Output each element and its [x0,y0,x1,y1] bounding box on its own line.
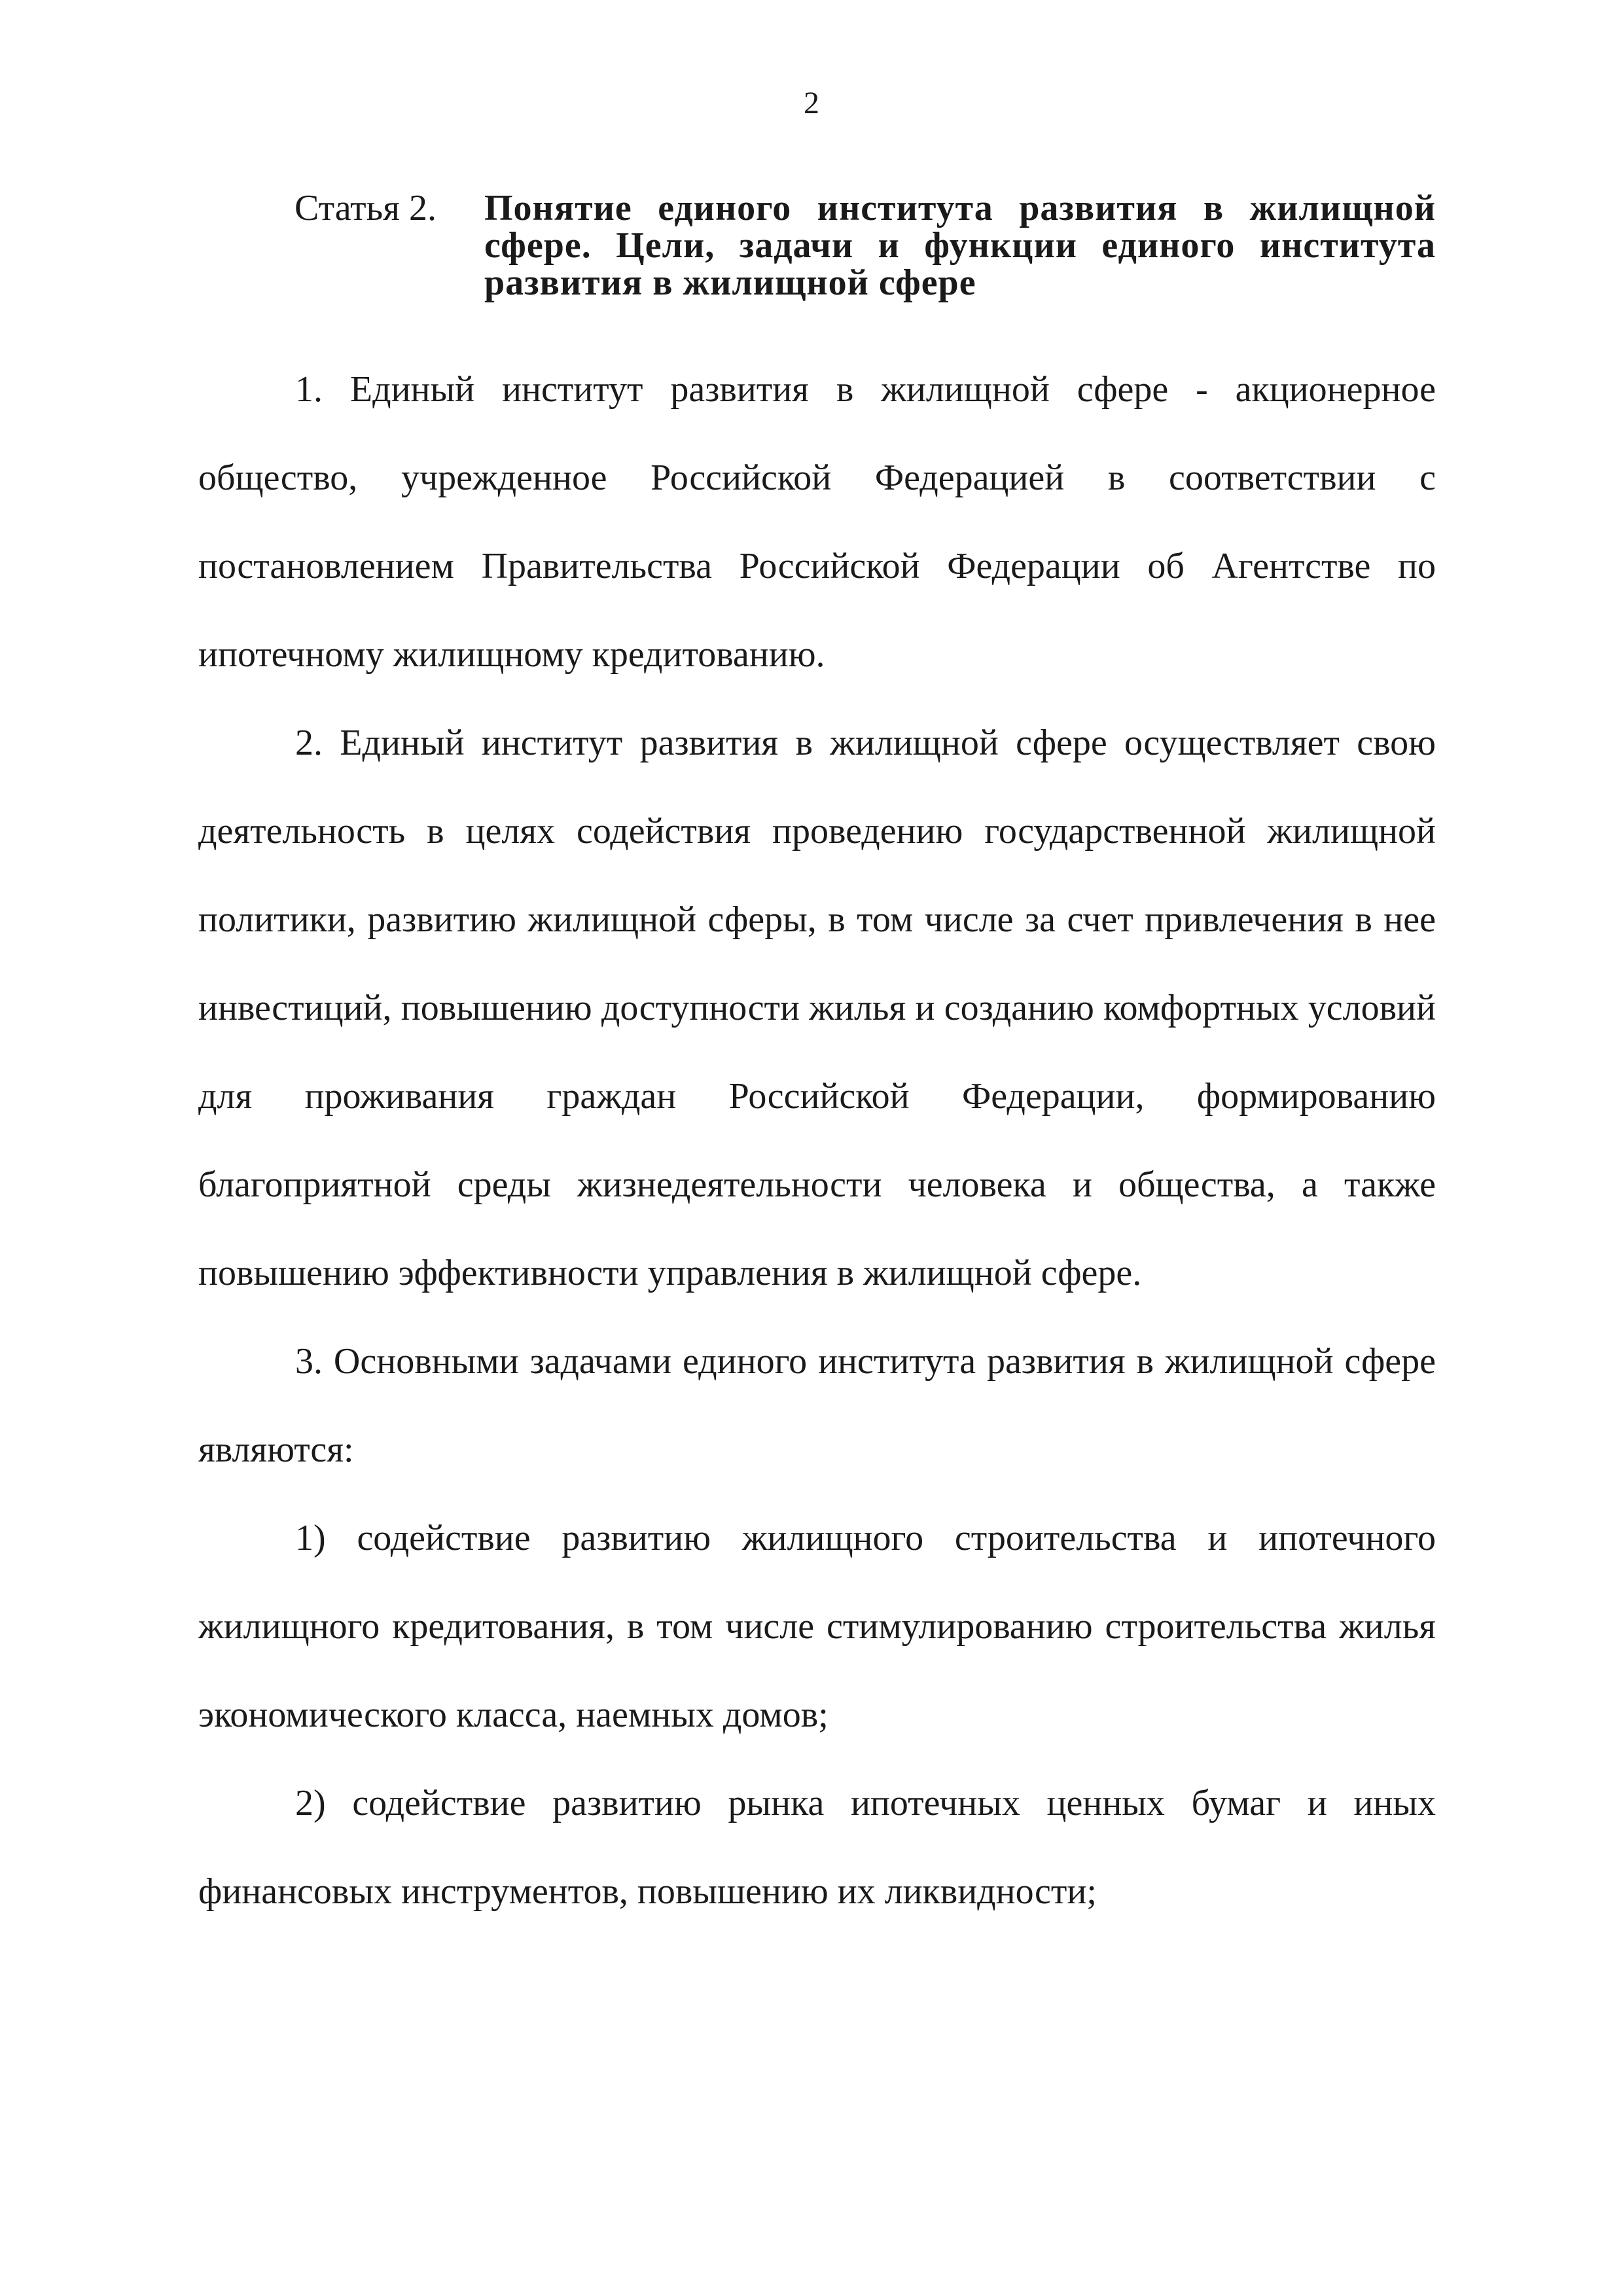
paragraph-2: 2. Единый институт развития в жилищной сфере осуществляет свою деятельность в целях содействия проведению государственной жилищной политики, развитию жилищной сферы, в том числе за счет привлечения в нее инвестиций, повышению доступности жилья и созданию комфортных условий для проживания граждан Российской Федерации, формированию благоприятной среды жизнедеятельности человека и общества, а также повышению эффективности управления в жилищной сфере. [198,723,1436,1293]
paragraph-1: 1. Единый институт развития в жилищной сфере - акционерное общество, учрежденное Российской Федерацией в соответствии с постановлением Правительства Российской Федерации об Агентстве по ипотечному жилищному кредитованию. [198,369,1436,675]
page-number: 2 [804,86,819,120]
article-heading [294,190,1436,302]
article-body [198,346,1436,1936]
list-item-1: 1) содействие развитию жилищного строительства и ипотечного жилищного кредитования, в том числе стимулированию строительства жилья экономического класса, наемных домов; [198,1518,1436,1735]
paragraph-3: 3. Основными задачами единого института развития в жилищной сфере являются: [198,1341,1436,1470]
article-label: Статья 2. [294,188,437,228]
list-item-2: 2) содействие развитию рынка ипотечных ценных бумаг и иных финансовых инструментов, повышению их ликвидности; [198,1783,1436,1912]
article-title: Понятие единого института развития в жилищной сфере. Цели, задачи и функции единого института развития в жилищной сфере [484,188,1436,303]
